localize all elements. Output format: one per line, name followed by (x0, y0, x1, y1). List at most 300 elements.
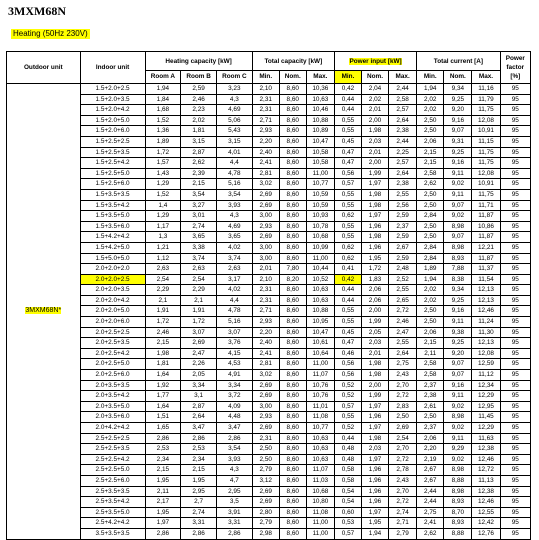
total-min-cell: 2,80 (252, 507, 279, 518)
total-min-cell: 2,01 (252, 264, 279, 275)
power-max-cell: 2,48 (389, 264, 417, 275)
power-min-cell: 0,57 (334, 401, 361, 412)
power-nom-cell: 1,98 (362, 433, 389, 444)
power-max-cell: 2,59 (389, 211, 417, 222)
room-a-cell: 1,36 (145, 126, 181, 137)
power-nom-cell: 1,98 (362, 359, 389, 370)
indoor-unit-cell: 1.5+2.0+3.5 (80, 94, 145, 105)
total-min-cell: 2,69 (252, 486, 279, 497)
power-max-cell: 2,72 (389, 454, 417, 465)
room-c-cell: 4,3 (216, 465, 252, 476)
table-row (7, 94, 531, 105)
room-a-cell: 1,95 (145, 475, 181, 486)
current-min-cell: 2,15 (417, 158, 444, 169)
table-row (7, 518, 531, 529)
room-a-cell: 1,21 (145, 242, 181, 253)
current-nom-cell: 8,70 (444, 507, 472, 518)
power-nom-cell: 1,97 (362, 454, 389, 465)
total-max-cell: 10,64 (306, 348, 334, 359)
current-min-cell: 2,02 (417, 285, 444, 296)
table-row (7, 136, 531, 147)
total-current-header: Total current [A] (417, 52, 500, 71)
total-current-max-header: Max. (472, 71, 500, 84)
indoor-unit-cell: 1.5+5.0+5.0 (80, 253, 145, 264)
indoor-unit-cell: 1.5+2.5+2.5 (80, 136, 145, 147)
power-factor-cell: 95 (500, 497, 530, 508)
total-nom-cell: 8,60 (279, 285, 306, 296)
current-min-cell: 2,41 (417, 518, 444, 529)
room-a-cell: 2,86 (145, 528, 181, 539)
total-max-cell: 10,58 (306, 158, 334, 169)
indoor-unit-cell: 2.5+3.5+5.0 (80, 507, 145, 518)
total-nom-cell: 8,60 (279, 221, 306, 232)
power-factor-cell: 95 (500, 189, 530, 200)
current-nom-cell: 8,93 (444, 497, 472, 508)
power-min-cell: 0,55 (334, 126, 361, 137)
current-nom-cell: 9,34 (444, 285, 472, 296)
room-a-cell: 1,65 (145, 423, 181, 434)
room-b-cell: 3,31 (181, 518, 217, 529)
power-factor-cell: 95 (500, 136, 530, 147)
current-nom-cell: 9,11 (444, 189, 472, 200)
total-min-cell: 3,12 (252, 475, 279, 486)
current-max-cell: 12,38 (472, 444, 500, 455)
total-nom-cell: 8,60 (279, 179, 306, 190)
room-a-cell: 1,57 (145, 158, 181, 169)
room-a-cell: 1,72 (145, 317, 181, 328)
current-nom-cell: 9,16 (444, 306, 472, 317)
total-max-cell: 11,00 (306, 528, 334, 539)
total-max-cell: 11,00 (306, 168, 334, 179)
total-min-cell: 2,31 (252, 285, 279, 296)
indoor-unit-cell: 2.0+2.0+4.2 (80, 295, 145, 306)
room-c-cell: 5,43 (216, 126, 252, 137)
power-max-cell: 2,46 (389, 317, 417, 328)
total-max-cell: 10,99 (306, 242, 334, 253)
total-min-cell: 2,81 (252, 359, 279, 370)
indoor-unit-cell: 1.5+2.0+2.5 (80, 84, 145, 95)
power-max-cell: 2,56 (389, 200, 417, 211)
power-input-max-header: Max. (389, 71, 417, 84)
room-c-cell: 4,78 (216, 168, 252, 179)
current-nom-cell: 8,93 (444, 518, 472, 529)
room-b-cell: 2,53 (181, 444, 217, 455)
power-input-min-header: Min. (334, 71, 361, 84)
current-nom-cell: 9,11 (444, 168, 472, 179)
power-max-cell: 2,55 (389, 189, 417, 200)
total-nom-cell: 8,60 (279, 158, 306, 169)
indoor-unit-cell: 2.0+3.5+4.2 (80, 391, 145, 402)
total-nom-cell: 8,60 (279, 306, 306, 317)
power-nom-cell: 1,97 (362, 507, 389, 518)
power-min-cell: 0,62 (334, 253, 361, 264)
indoor-unit-cell: 3.5+3.5+3.5 (80, 528, 145, 539)
room-a-cell: 1,12 (145, 253, 181, 264)
power-factor-header: Power factor [%] (500, 52, 530, 84)
power-min-cell: 0,47 (334, 147, 361, 158)
total-max-cell: 11,07 (306, 370, 334, 381)
indoor-unit-cell: 2.0+2.0+2.5 (80, 274, 145, 285)
power-min-cell: 0,44 (334, 285, 361, 296)
power-nom-cell: 1,99 (362, 168, 389, 179)
power-factor-cell: 95 (500, 179, 530, 190)
power-input-header-label: Power input [kW] (349, 57, 402, 65)
current-max-cell: 10,91 (472, 126, 500, 137)
total-nom-cell: 8,60 (279, 423, 306, 434)
room-a-cell: 1,51 (145, 412, 181, 423)
power-max-cell: 2,57 (389, 105, 417, 116)
power-max-cell: 2,65 (389, 295, 417, 306)
current-nom-cell: 9,07 (444, 370, 472, 381)
power-nom-cell: 1,94 (362, 528, 389, 539)
power-min-cell: 0,53 (334, 518, 361, 529)
total-min-cell: 2,93 (252, 126, 279, 137)
total-nom-cell: 8,60 (279, 317, 306, 328)
power-nom-cell: 1,96 (362, 412, 389, 423)
table-row (7, 158, 531, 169)
total-nom-cell: 7,80 (279, 264, 306, 275)
room-a-cell: 2,46 (145, 327, 181, 338)
power-min-cell: 0,52 (334, 380, 361, 391)
current-max-cell: 11,87 (472, 211, 500, 222)
power-max-cell: 2,44 (389, 136, 417, 147)
total-min-cell: 2,69 (252, 497, 279, 508)
table-row (7, 444, 531, 455)
room-c-cell: 4,4 (216, 295, 252, 306)
current-nom-cell: 9,25 (444, 295, 472, 306)
power-min-cell: 0,55 (334, 232, 361, 243)
total-nom-cell: 8,60 (279, 232, 306, 243)
power-max-cell: 2,74 (389, 507, 417, 518)
power-max-cell: 2,64 (389, 115, 417, 126)
total-max-cell: 11,01 (306, 401, 334, 412)
total-max-cell: 11,00 (306, 253, 334, 264)
total-max-cell: 10,58 (306, 147, 334, 158)
total-max-cell: 10,36 (306, 84, 334, 95)
room-a-cell: 1,4 (145, 200, 181, 211)
total-nom-cell: 8,60 (279, 486, 306, 497)
total-min-cell: 2,41 (252, 158, 279, 169)
current-min-cell: 2,02 (417, 105, 444, 116)
power-min-cell: 0,47 (334, 338, 361, 349)
indoor-unit-cell: 1.5+4.2+5.0 (80, 242, 145, 253)
power-min-cell: 0,47 (334, 158, 361, 169)
room-c-cell: 3,15 (216, 136, 252, 147)
room-a-cell: 2,34 (145, 454, 181, 465)
current-min-cell: 1,89 (417, 264, 444, 275)
current-max-cell: 11,75 (472, 189, 500, 200)
table-row (7, 486, 531, 497)
indoor-unit-cell: 2.0+2.0+5.0 (80, 306, 145, 317)
current-nom-cell: 7,88 (444, 264, 472, 275)
current-max-cell: 12,29 (472, 423, 500, 434)
room-c-cell: 4,48 (216, 412, 252, 423)
room-a-cell: 1,91 (145, 306, 181, 317)
power-nom-cell: 2,03 (362, 444, 389, 455)
table-row (7, 179, 531, 190)
total-min-cell: 2,69 (252, 380, 279, 391)
current-min-cell: 1,94 (417, 84, 444, 95)
table-row (7, 465, 531, 476)
room-b-cell: 2,86 (181, 528, 217, 539)
total-max-cell: 11,08 (306, 412, 334, 423)
room-b-cell: 3,15 (181, 136, 217, 147)
power-min-cell: 0,62 (334, 242, 361, 253)
current-min-cell: 2,62 (417, 528, 444, 539)
total-nom-cell: 8,60 (279, 327, 306, 338)
power-factor-cell: 95 (500, 486, 530, 497)
total-min-cell: 2,10 (252, 84, 279, 95)
indoor-unit-header: Indoor unit (80, 52, 145, 84)
total-nom-cell: 8,60 (279, 168, 306, 179)
total-capacity-nom-header: Nom. (279, 71, 306, 84)
total-current-nom-header: Nom. (444, 71, 472, 84)
room-b-cell: 3,38 (181, 242, 217, 253)
current-nom-cell: 9,25 (444, 147, 472, 158)
room-b-cell: 3,01 (181, 211, 217, 222)
indoor-unit-cell: 1.5+2.0+5.0 (80, 115, 145, 126)
room-a-cell: 2,17 (145, 497, 181, 508)
total-max-cell: 10,77 (306, 423, 334, 434)
current-min-cell: 2,38 (417, 391, 444, 402)
total-max-cell: 10,63 (306, 433, 334, 444)
total-nom-cell: 8,60 (279, 465, 306, 476)
indoor-unit-cell: 1.5+3.5+4.2 (80, 200, 145, 211)
table-row (7, 189, 531, 200)
current-min-cell: 2,37 (417, 380, 444, 391)
current-min-cell: 2,50 (417, 221, 444, 232)
room-b-cell: 2,1 (181, 295, 217, 306)
total-min-cell: 2,69 (252, 391, 279, 402)
power-min-cell: 0,48 (334, 444, 361, 455)
current-max-cell: 10,91 (472, 179, 500, 190)
power-factor-cell: 95 (500, 454, 530, 465)
power-factor-cell: 95 (500, 84, 530, 95)
total-max-cell: 11,03 (306, 475, 334, 486)
total-nom-cell: 8,60 (279, 211, 306, 222)
power-factor-cell: 95 (500, 433, 530, 444)
total-max-cell: 10,77 (306, 179, 334, 190)
current-nom-cell: 9,11 (444, 433, 472, 444)
power-factor-cell: 95 (500, 444, 530, 455)
total-min-cell: 2,79 (252, 518, 279, 529)
indoor-unit-cell: 2.5+4.2+4.2 (80, 518, 145, 529)
table-row (7, 370, 531, 381)
total-max-cell: 10,89 (306, 126, 334, 137)
current-max-cell: 12,13 (472, 338, 500, 349)
table-row (7, 264, 531, 275)
total-max-cell: 11,00 (306, 359, 334, 370)
current-max-cell: 11,16 (472, 84, 500, 95)
power-min-cell: 0,45 (334, 327, 361, 338)
room-b-cell: 2,47 (181, 348, 217, 359)
indoor-unit-cell: 2.0+2.5+6.0 (80, 370, 145, 381)
current-min-cell: 2,50 (417, 412, 444, 423)
room-b-cell: 1,81 (181, 126, 217, 137)
current-nom-cell: 8,98 (444, 242, 472, 253)
room-a-cell: 2,1 (145, 295, 181, 306)
room-b-cell: 2,74 (181, 507, 217, 518)
current-max-cell: 12,13 (472, 285, 500, 296)
current-max-cell: 12,46 (472, 306, 500, 317)
indoor-unit-cell: 1.5+3.5+6.0 (80, 221, 145, 232)
heating-conditions-label: Heating (50Hz 230V) (13, 29, 88, 38)
total-nom-cell: 8,60 (279, 348, 306, 359)
room-c-cell: 3,76 (216, 338, 252, 349)
total-max-cell: 11,07 (306, 465, 334, 476)
current-nom-cell: 9,25 (444, 94, 472, 105)
total-min-cell: 2,98 (252, 528, 279, 539)
room-b-cell: 2,26 (181, 359, 217, 370)
room-b-header: Room B (181, 71, 217, 84)
power-nom-cell: 2,00 (362, 115, 389, 126)
current-min-cell: 2,06 (417, 433, 444, 444)
power-max-cell: 2,72 (389, 391, 417, 402)
current-min-cell: 2,84 (417, 242, 444, 253)
total-min-cell: 2,40 (252, 147, 279, 158)
total-min-cell: 2,31 (252, 295, 279, 306)
total-min-cell: 3,00 (252, 401, 279, 412)
current-max-cell: 11,54 (472, 274, 500, 285)
room-c-cell: 3,93 (216, 454, 252, 465)
total-min-cell: 2,20 (252, 136, 279, 147)
room-c-cell: 3,65 (216, 232, 252, 243)
current-max-cell: 12,55 (472, 507, 500, 518)
room-b-cell: 2,86 (181, 433, 217, 444)
current-max-cell: 11,75 (472, 147, 500, 158)
table-row (7, 253, 531, 264)
power-nom-cell: 2,05 (362, 327, 389, 338)
power-max-cell: 2,83 (389, 401, 417, 412)
current-min-cell: 1,94 (417, 274, 444, 285)
room-b-cell: 2,34 (181, 454, 217, 465)
power-max-cell: 2,59 (389, 253, 417, 264)
indoor-unit-cell: 2.5+2.5+3.5 (80, 444, 145, 455)
total-max-cell: 11,08 (306, 507, 334, 518)
room-c-cell: 3,91 (216, 507, 252, 518)
total-min-cell: 2,31 (252, 94, 279, 105)
total-min-cell: 2,31 (252, 433, 279, 444)
room-c-cell: 4,3 (216, 211, 252, 222)
current-min-cell: 2,06 (417, 136, 444, 147)
power-min-cell: 0,44 (334, 433, 361, 444)
total-max-cell: 10,93 (306, 211, 334, 222)
room-a-cell: 1,94 (145, 84, 181, 95)
indoor-unit-cell: 2.0+3.5+6.0 (80, 412, 145, 423)
power-min-cell: 0,57 (334, 528, 361, 539)
room-c-cell: 3,47 (216, 423, 252, 434)
room-c-cell: 4,78 (216, 306, 252, 317)
total-min-cell: 2,50 (252, 454, 279, 465)
current-min-cell: 2,58 (417, 359, 444, 370)
power-nom-cell: 1,95 (362, 518, 389, 529)
total-min-cell: 2,71 (252, 306, 279, 317)
room-c-cell: 2,86 (216, 433, 252, 444)
power-nom-cell: 1,98 (362, 200, 389, 211)
power-max-cell: 2,70 (389, 444, 417, 455)
power-max-cell: 2,37 (389, 221, 417, 232)
power-max-cell: 2,38 (389, 126, 417, 137)
room-b-cell: 3,54 (181, 189, 217, 200)
power-max-cell: 2,43 (389, 370, 417, 381)
current-nom-cell: 9,07 (444, 359, 472, 370)
power-max-cell: 2,67 (389, 242, 417, 253)
table-row (7, 126, 531, 137)
power-max-cell: 2,71 (389, 518, 417, 529)
table-row (7, 115, 531, 126)
power-max-cell: 2,64 (389, 348, 417, 359)
table-row (7, 105, 531, 116)
current-nom-cell: 8,98 (444, 465, 472, 476)
room-c-cell: 3,34 (216, 380, 252, 391)
power-min-cell: 0,54 (334, 497, 361, 508)
heating-capacity-header: Heating capacity [kW] (145, 52, 252, 71)
room-b-cell: 2,15 (181, 179, 217, 190)
room-a-cell: 1,95 (145, 507, 181, 518)
current-min-cell: 2,15 (417, 338, 444, 349)
room-b-cell: 1,95 (181, 475, 217, 486)
total-nom-cell: 8,60 (279, 401, 306, 412)
power-min-cell: 0,46 (334, 348, 361, 359)
current-max-cell: 12,29 (472, 391, 500, 402)
power-min-cell: 0,55 (334, 306, 361, 317)
total-nom-cell: 8,60 (279, 242, 306, 253)
current-max-cell: 11,24 (472, 317, 500, 328)
power-min-cell: 0,44 (334, 105, 361, 116)
room-b-cell: 2,95 (181, 486, 217, 497)
table-row (7, 232, 531, 243)
power-max-cell: 2,57 (389, 158, 417, 169)
room-a-cell: 2,15 (145, 465, 181, 476)
current-nom-cell: 9,20 (444, 348, 472, 359)
power-max-cell: 2,78 (389, 465, 417, 476)
power-factor-cell: 95 (500, 348, 530, 359)
total-min-cell: 2,93 (252, 412, 279, 423)
power-max-cell: 2,72 (389, 306, 417, 317)
total-min-cell: 3,02 (252, 179, 279, 190)
room-b-cell: 3,74 (181, 253, 217, 264)
total-min-cell: 2,69 (252, 423, 279, 434)
indoor-unit-cell: 2.5+2.5+5.0 (80, 465, 145, 476)
power-max-cell: 2,50 (389, 412, 417, 423)
power-nom-cell: 2,02 (362, 94, 389, 105)
total-nom-cell: 8,60 (279, 528, 306, 539)
power-factor-cell: 95 (500, 380, 530, 391)
room-a-cell: 2,11 (145, 486, 181, 497)
room-b-cell: 1,72 (181, 317, 217, 328)
outdoor-unit-cell (7, 84, 81, 540)
power-nom-cell: 2,01 (362, 147, 389, 158)
room-a-cell: 1,77 (145, 391, 181, 402)
room-b-cell: 3,27 (181, 200, 217, 211)
power-nom-cell: 1,96 (362, 465, 389, 476)
total-nom-cell: 8,60 (279, 454, 306, 465)
room-a-cell: 1,64 (145, 370, 181, 381)
power-max-cell: 2,70 (389, 486, 417, 497)
room-a-header: Room A (145, 71, 181, 84)
power-nom-cell: 1,96 (362, 242, 389, 253)
current-min-cell: 2,02 (417, 295, 444, 306)
current-max-cell: 11,45 (472, 412, 500, 423)
power-max-cell: 2,79 (389, 528, 417, 539)
power-factor-cell: 95 (500, 327, 530, 338)
room-c-cell: 4,4 (216, 158, 252, 169)
table-row (7, 295, 531, 306)
power-nom-cell: 2,00 (362, 158, 389, 169)
power-factor-cell: 95 (500, 168, 530, 179)
current-max-cell: 12,42 (472, 518, 500, 529)
current-max-cell: 12,72 (472, 465, 500, 476)
